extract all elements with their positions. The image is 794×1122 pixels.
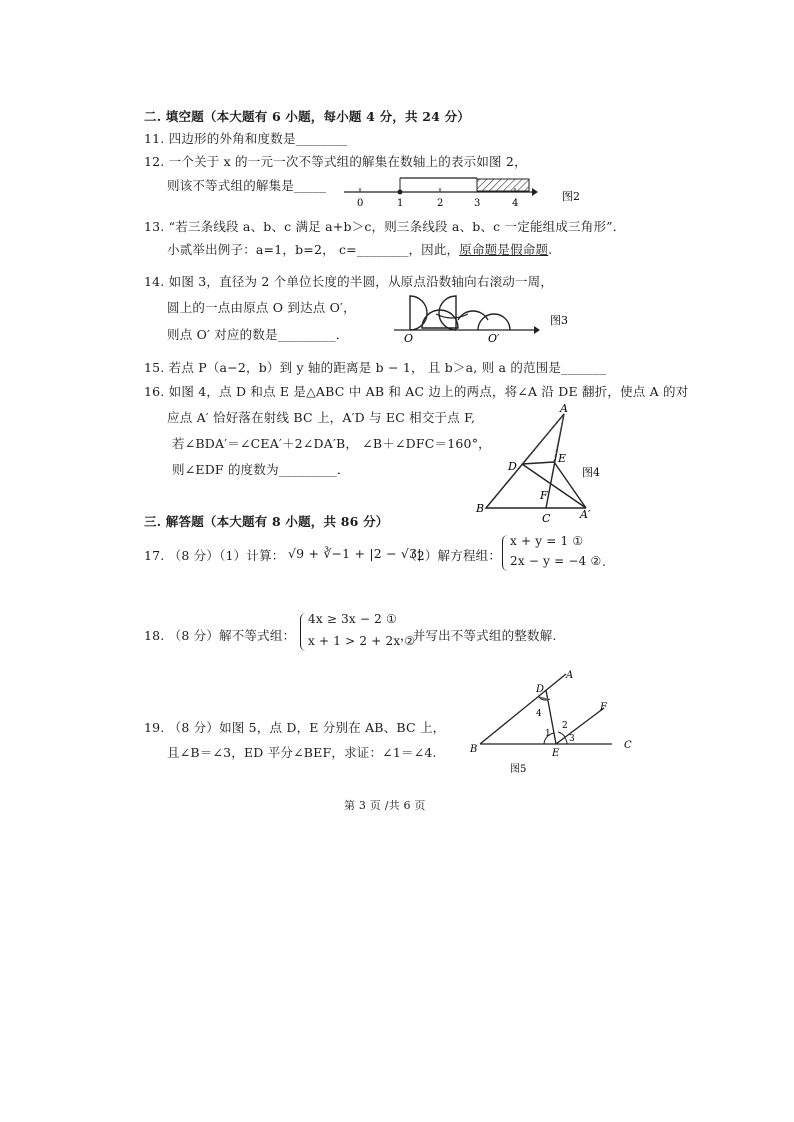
question-18-inequality-1: 4x ≥ 3x − 2 ① <box>308 612 397 626</box>
arrow-right-icon <box>532 188 538 196</box>
question-16-line-3: 若∠BDA′＝∠CEA′＋2∠DA′B， ∠B＋∠DFC＝160°， <box>172 436 491 451</box>
section-3-header: 三. 解答题（本大题有 8 小题，共 86 分） <box>144 514 389 529</box>
question-14-line-2: 圆上的一点由原点 O 到达点 O′， <box>167 300 356 315</box>
question-13-line-1: 13. “若三条线段 a、b、c 满足 a+b＞c，则三条线段 a、b、c 一定能组成三角形”． <box>144 219 626 234</box>
arrow-right-icon <box>534 326 540 334</box>
tick-label-2: 2 <box>437 198 444 209</box>
figure-4-folded-triangle <box>470 400 620 526</box>
segment-de <box>522 462 554 464</box>
figure-3-rolling-semicircle <box>392 290 592 346</box>
question-13-line-2 <box>167 240 552 258</box>
question-19-line-2: 且∠B＝∠3，ED 平分∠BEF，求证：∠1＝∠4. <box>167 745 437 760</box>
label-f: F <box>600 702 607 713</box>
label-a: A <box>560 402 568 415</box>
tick-label-1: 1 <box>397 198 404 209</box>
label-f: F <box>540 489 548 502</box>
question-12-line-1: 12. 一个关于 x 的一元一次不等式组的解集在数轴上的表示如图 2， <box>144 154 527 169</box>
figure-2-caption: 图2 <box>562 190 580 203</box>
question-19-line-1: 19. （8 分）如图 5，点 D，E 分别在 AB、BC 上， <box>144 720 446 735</box>
question-17-equation-2: 2x − y = −4 ② <box>510 554 602 568</box>
label-e: E <box>552 748 560 759</box>
tick-label-0: 0 <box>357 198 364 209</box>
shaded-region <box>477 179 529 191</box>
angle-4-mark <box>538 696 550 700</box>
angle-label-1: 1 <box>545 729 551 739</box>
question-17-prefix: 17. （8 分）（1）计算： <box>144 548 285 563</box>
figure-5-caption: 图5 <box>510 764 527 775</box>
angle-3-mark <box>565 738 567 744</box>
question-16-line-2: 应点 A′ 恰好落在射线 BC 上，A′D 与 EC 相交于点 F, <box>167 410 476 425</box>
question-15: 15. 若点 P（a−2，b）到 y 轴的距离是 b − 1， 且 b＞a, 则 a 的范围是_______ <box>144 360 607 375</box>
figure-2-number-line <box>340 170 600 210</box>
label-a-prime: A′ <box>580 508 591 521</box>
angle-label-3: 3 <box>569 734 575 744</box>
semicircle-end <box>478 314 510 330</box>
tick-label-3: 3 <box>474 198 481 209</box>
figure-4-caption: 图4 <box>582 466 600 479</box>
tick-label-4: 4 <box>512 198 519 209</box>
question-17-period: . <box>602 554 607 569</box>
question-18-prefix: 18. （8 分）解不等式组： <box>144 628 296 643</box>
question-18-inequality-2: x + 1 > 2 + 2x ② <box>308 634 416 648</box>
label-d: D <box>508 460 517 473</box>
question-17-equation-1: x + y = 1 ① <box>510 534 584 548</box>
label-c: C <box>624 740 632 751</box>
question-17-part-2: （2）解方程组： <box>404 548 502 563</box>
label-d: D <box>536 684 545 695</box>
system-brace-18 <box>300 613 306 651</box>
label-o-prime: O′ <box>488 332 500 345</box>
semicircle-start <box>410 296 427 330</box>
question-17-expression: √9 + ∛−1 + |2 − √3| <box>288 546 422 561</box>
question-13-conclusion: 原命题是假命题 <box>459 242 549 257</box>
question-16-line-1: 16. 如图 4，点 D 和点 E 是△ABC 中 AB 和 AC 边上的两点，将∠A 沿 DE 翻折，使点 A 的对 <box>144 384 689 399</box>
label-origin: O <box>404 332 414 345</box>
question-11: 11. 四边形的外角和度数是________ <box>144 131 348 146</box>
semicircle-mid-2 <box>439 296 456 330</box>
angle-label-2: 2 <box>562 721 568 731</box>
angle-2-mark <box>558 732 565 737</box>
question-14-line-1: 14. 如图 3，直径为 2 个单位长度的半圆，从原点沿数轴向右滚动一周， <box>144 274 554 289</box>
closed-dot <box>398 190 403 195</box>
label-a: A <box>566 670 574 681</box>
figure-3-caption: 图3 <box>550 314 568 327</box>
label-c: C <box>542 512 551 525</box>
question-13-text: 小贰举出例子：a=1，b=2， c=________，因此， <box>167 242 460 257</box>
system-brace-17 <box>502 535 508 571</box>
figure-5-angles <box>464 666 644 778</box>
segment-da-prime <box>522 464 586 508</box>
question-12-line-2: 则该不等式组的解集是_____ <box>167 178 327 193</box>
label-b: B <box>470 744 478 755</box>
label-b: B <box>476 502 485 515</box>
page-footer: 第 3 页 /共 6 页 <box>344 799 426 812</box>
question-13-period: . <box>548 242 553 257</box>
question-18-suffix: ，并写出不等式组的整数解. <box>400 628 557 643</box>
angle-label-4: 4 <box>536 709 542 719</box>
label-e: E <box>558 452 567 465</box>
question-14-line-3: 则点 O′ 对应的数是_________． <box>167 327 349 342</box>
section-2-header: 二. 填空题（本大题有 6 小题，每小题 4 分，共 24 分） <box>144 109 471 124</box>
question-16-line-4: 则∠EDF 的度数为_________． <box>172 462 350 477</box>
